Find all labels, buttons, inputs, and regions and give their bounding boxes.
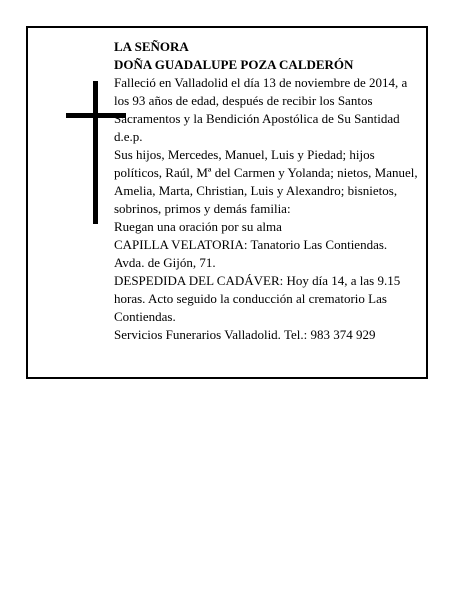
family-paragraph: Sus hijos, Mercedes, Manuel, Luis y Piedad; hijos políticos, Raúl, Mª del Carmen y Yolanda; nietos, Manuel, Amelia, Marta, Christian, Luis y Alexandro; bisnietos, sobrinos, primos y demás familia: [114, 147, 418, 216]
obituary-text [114, 38, 419, 344]
funeral-services-line: Servicios Funerarios Valladolid. Tel.: 983 374 929 [114, 327, 376, 342]
death-paragraph: Falleció en Valladolid el día 13 de noviembre de 2014, a los 93 años de edad, después de recibir los Santos Sacramentos y la Bendición Apostólica de Su Santidad d.e.p. [114, 75, 408, 144]
deceased-name: DOÑA GUADALUPE POZA CALDERÓN [114, 57, 354, 72]
title-line-1: LA SEÑORA [114, 39, 189, 54]
farewell-paragraph: DESPEDIDA DEL CADÁVER: Hoy día 14, a las 9.15 horas. Acto seguido la conducción al crematorio Las Contiendas. [114, 273, 401, 324]
cross-vertical-bar [93, 81, 98, 224]
chapel-paragraph: CAPILLA VELATORIA: Tanatorio Las Contiendas. Avda. de Gijón, 71. [114, 237, 388, 270]
prayer-line: Ruegan una oración por su alma [114, 219, 282, 234]
